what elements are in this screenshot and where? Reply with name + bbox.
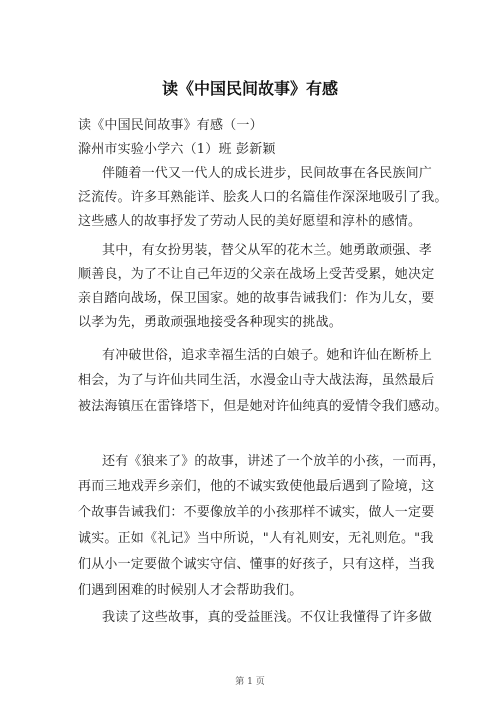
text-line: 被法海镇压在雷锋塔下，但是她对许仙纯真的爱情令我们感动。	[78, 399, 448, 414]
text-line: 还有《狼来了》的故事，讲述了一个放羊的小孩，一而再，	[102, 454, 446, 469]
document-title: 读《中国民间故事》有感	[161, 79, 338, 98]
text-line: 个故事告诫我们：不要像放羊的小孩那样不诚实，做人一定要	[78, 505, 435, 520]
text-line: 伴随着一代又一代人的成长进步，民间故事在各民族间广	[102, 166, 433, 181]
text-line: 亲自踏向战场，保卫国家。她的故事告诫我们：作为儿女，要	[78, 291, 435, 306]
subtitle: 读《中国民间故事》有感（一）	[78, 118, 263, 133]
text-line: 以孝为先，勇敢顽强地接受各种现实的挑战。	[78, 315, 343, 330]
text-line: 们遇到困难的时候别人才会帮助我们。	[78, 583, 303, 598]
page-footer: 第 1 页	[235, 677, 265, 687]
text-line: 这些感人的故事抒发了劳动人民的美好愿望和淳朴的感情。	[78, 214, 422, 229]
text-line: 我读了这些故事，真的受益匪浅。不仅让我懂得了许多做	[102, 610, 433, 625]
text-line: 有冲破世俗，追求幸福生活的白娘子。她和许仙在断桥上	[102, 348, 433, 363]
text-line: 们从小一定要做个诚实守信、懂事的好孩子，只有这样，当我	[78, 557, 435, 572]
author-line: 滁州市实验小学六（1）班 彭新颖	[78, 142, 276, 157]
text-line: 再而三地戏弄乡亲们，他的不诚实致使他最后遇到了险境，这	[78, 479, 435, 494]
text-line: 相会，为了与许仙共同生活，水漫金山寺大战法海，虽然最后	[78, 373, 435, 388]
text-line: 泛流传。许多耳熟能详、脍炙人口的名篇佳作深深地吸引了我。	[78, 190, 448, 205]
text-line: 其中，有女扮男装，替父从军的花木兰。她勇敢顽强、孝	[102, 243, 433, 258]
text-line: 诚实。正如《礼记》当中所说，"人有礼则安，无礼则危。"我	[78, 531, 434, 546]
text-line: 顺善良，为了不让自己年迈的父亲在战场上受苦受累，她决定	[78, 267, 435, 282]
